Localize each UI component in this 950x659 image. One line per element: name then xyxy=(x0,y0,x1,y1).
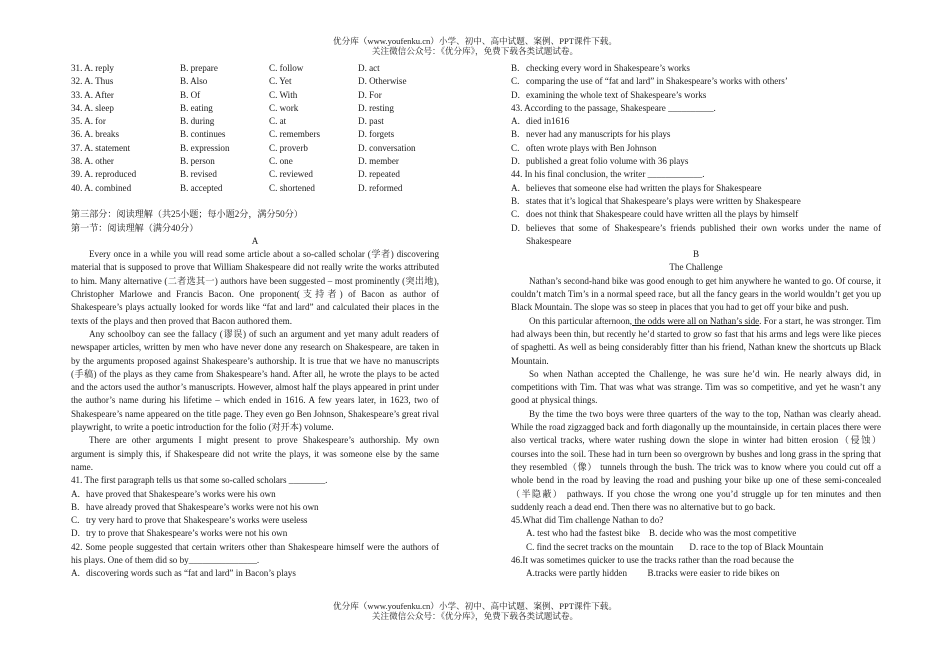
cloze-row-31 xyxy=(71,62,439,75)
option-d: D. member xyxy=(358,156,399,167)
question-42 xyxy=(71,541,439,581)
underlined-phrase: the odds were all on Nathan’s side xyxy=(632,315,760,326)
option-label: D. xyxy=(71,528,80,539)
option-d xyxy=(511,89,881,102)
option-d: D. reformed xyxy=(358,182,403,193)
passage-b-label: B xyxy=(692,249,700,260)
option-b: B. during xyxy=(180,116,215,127)
option-d: D. act xyxy=(358,63,380,73)
option-d xyxy=(511,155,881,168)
option-label: B. xyxy=(511,195,520,206)
option-b: B. Of xyxy=(180,89,201,100)
question-44 xyxy=(511,168,881,248)
option-text: died in1616 xyxy=(526,116,570,127)
option-d: D. For xyxy=(358,89,382,100)
option-label: A. xyxy=(71,488,80,499)
question-stem: 44. In his final conclusion, the writer ____________. xyxy=(511,169,705,180)
option-label: B. xyxy=(511,129,520,140)
option-a xyxy=(511,182,881,195)
option-c: C. find the secret tracks on the mountain xyxy=(526,541,674,552)
option-b: B. revised xyxy=(180,169,217,180)
option-d: D. past xyxy=(358,116,384,127)
option-b: B. Also xyxy=(180,76,208,87)
option-d: D. repeated xyxy=(358,169,400,180)
option-c: C. Yet xyxy=(269,76,292,87)
option-c xyxy=(511,142,881,155)
option-a: 35. A. for xyxy=(71,116,106,127)
option-d xyxy=(71,527,439,540)
question-stem: 41. The first paragraph tells us that some so-called scholars ________. xyxy=(71,475,328,486)
option-c: C. shortened xyxy=(269,182,315,193)
option-label: A. xyxy=(71,568,80,579)
question-stem: 43. According to the passage, Shakespeare __________. xyxy=(511,102,716,113)
option-c xyxy=(71,514,439,527)
option-a xyxy=(71,567,439,580)
option-label: C. xyxy=(71,515,80,526)
cloze-options-table xyxy=(71,62,439,195)
passage-a-paragraph-1: Every once in a while you will read some article about a so-called scholar (学者) discovering material that is supposed to prove that William Shakespeare did not really write the works attributed to him. Many alternative (二者选其一) authors have been suggested – most prominently (突出地), Christopher Marlowe and Francis Bacon. One proponent(支持者) of Bacon as author of Shakespeare’s plays actually looked for words like “fat and lard” and calculated their places in the texts of the plays and then proved that Bacon authored them. xyxy=(71,249,439,326)
question-45 xyxy=(511,514,881,554)
option-c: C. With xyxy=(269,89,298,100)
option-text: have proved that Shakespeare’s works were his own xyxy=(86,488,276,499)
header-line-1: 优分库（www.youfenku.cn）小学、初中、高中试题、案例、PPT课件下载。 xyxy=(333,36,617,46)
part3-title: 第三部分：阅读理解（共25小题；每小题2分，满分50分） xyxy=(71,209,303,220)
options-row-1 xyxy=(511,567,881,580)
section1-title: 第一节：阅读理解（满分40分） xyxy=(71,222,199,233)
option-c: C. reviewed xyxy=(269,169,313,180)
header-line-2: 关注微信公众号：《优分库》，免费下载各类试题试卷。 xyxy=(371,46,579,56)
cloze-row-32 xyxy=(71,75,439,88)
paragraph-text: On this particular afternoon, xyxy=(529,315,633,326)
option-text: have already proved that Shakespeare’s works were not his own xyxy=(86,501,319,512)
question-43 xyxy=(511,102,881,168)
option-a: A. test who had the fastest bike xyxy=(526,528,640,539)
option-a: 33. A. After xyxy=(71,89,114,100)
option-text: try to prove that Shakespeare’s works were not his own xyxy=(86,528,288,539)
option-b: B. expression xyxy=(180,142,230,153)
footer-line-2: 关注微信公众号：《优分库》，免费下载各类试题试卷。 xyxy=(371,611,579,621)
option-label: A. xyxy=(511,116,520,127)
option-d: D. conversation xyxy=(358,142,416,153)
option-text: examining the whole text of Shakespeare’s works xyxy=(526,89,707,100)
option-label: C. xyxy=(511,209,520,220)
option-text: checking every word in Shakespeare’s works xyxy=(526,63,690,73)
question-stem: 42. Some people suggested that certain writers other than Shakespeare himself were the authors of his plays. One of them did so by_______________. xyxy=(71,541,439,565)
passage-a-paragraph-3: There are other arguments I might present to prove Shakespeare’s authorship. My own argument is simply this, if Shakespeare did not write the plays, it was someone else by the same name. xyxy=(71,435,439,472)
option-text: try very hard to prove that Shakespeare’s works were useless xyxy=(86,515,308,526)
option-b xyxy=(511,195,881,208)
option-text: states that it’s logical that Shakespeare’s plays were written by Shakespeare xyxy=(526,195,801,206)
option-c xyxy=(511,75,881,88)
option-b: B.tracks were easier to ride bikes on xyxy=(647,568,780,579)
option-a: 36. A. breaks xyxy=(71,129,119,140)
option-d: D. Otherwise xyxy=(358,76,407,87)
question-46 xyxy=(511,554,881,581)
right-column xyxy=(511,62,881,581)
passage-b-paragraph-2 xyxy=(511,315,881,368)
option-text: discovering words such as “fat and lard” in Bacon’s plays xyxy=(86,568,296,579)
option-a: 39. A. reproduced xyxy=(71,169,137,180)
footer-line-1: 优分库（www.youfenku.cn）小学、初中、高中试题、案例、PPT课件下载。 xyxy=(333,601,617,611)
question-stem: 46.It was sometimes quicker to use the tracks rather than the road because the xyxy=(511,554,794,565)
cloze-row-36 xyxy=(71,128,439,141)
option-text: believes that some of Shakespeare’s friends published their own works under the name of Shakespeare xyxy=(526,222,881,246)
option-a: A.tracks were partly hidden xyxy=(526,568,628,579)
page-footer xyxy=(0,601,950,621)
option-text: never had any manuscripts for his plays xyxy=(526,129,671,140)
option-label: B. xyxy=(511,63,520,73)
cloze-row-37 xyxy=(71,142,439,155)
paragraph-text: . For a start, he was stronger. Tim had always been thin, but recently he’d started to grow so fast that his arms and legs were like pieces of spaghetti. As well as being considerably fitter than his friend, Nathan knew the shortcuts up Black Mountain. xyxy=(511,315,881,366)
options-row-1 xyxy=(511,527,881,540)
option-a: 40. A. combined xyxy=(71,182,132,193)
option-a: 37. A. statement xyxy=(71,142,131,153)
option-c: C. proverb xyxy=(269,142,308,153)
option-b: B. accepted xyxy=(180,182,223,193)
option-label: D. xyxy=(511,222,520,233)
option-c: C. work xyxy=(269,102,299,113)
option-label: B. xyxy=(71,501,80,512)
option-a xyxy=(71,488,439,501)
option-b xyxy=(511,62,881,75)
option-d xyxy=(511,222,881,249)
option-text: often wrote plays with Ben Johnson xyxy=(526,142,657,153)
option-c: C. remembers xyxy=(269,129,321,140)
option-c xyxy=(511,208,881,221)
option-a: 34. A. sleep xyxy=(71,102,114,113)
option-a: 38. A. other xyxy=(71,156,114,167)
option-label: C. xyxy=(511,76,520,87)
option-a: 32. A. Thus xyxy=(71,76,114,87)
option-b xyxy=(511,128,881,141)
option-d: D. forgets xyxy=(358,129,395,140)
passage-b-paragraph-1: Nathan’s second-hand bike was good enough to get him anywhere he wanted to go. Of course, it couldn’t match Tim’s in a normal speed race, but all the fancy gears in the world wouldn’t get you up Black Mountain. The slope was so steep in places that you had to get off your bike and push. xyxy=(511,275,881,313)
option-label: C. xyxy=(511,142,520,153)
left-column xyxy=(71,62,439,581)
option-text: comparing the use of “fat and lard” in Shakespeare’s works with others’ xyxy=(526,76,788,87)
passage-a-label: A xyxy=(251,235,259,246)
passage-b-paragraph-4: By the time the two boys were three quarters of the way to the top, Nathan was clearly ahead. While the road zigzagged back and forth diagonally up the mountainside, in certain places there were also vertical tracks, where water rushing down the slope in winter had bitten erosion（侵蚀） courses into the soil. These had in turn been so overgrown by bushes and long grass in the spring that they resembled（像） tunnels through the bush. The trick was to know where you could cut off a whole bend in the road by leaving the road and pushing your bike up one of these semi-concealed（半隐蔽） pathways. If you chose the wrong one you’d struggle up for ten minutes and then suddenly reach a dead end. Then there was no alternative but to go back. xyxy=(511,408,881,512)
option-a: 31. A. reply xyxy=(71,63,114,73)
option-b: B. prepare xyxy=(180,63,218,73)
option-b: B. eating xyxy=(180,102,213,113)
option-c: C. one xyxy=(269,156,293,167)
option-a xyxy=(511,115,881,128)
option-d: D. resting xyxy=(358,102,394,113)
cloze-row-33 xyxy=(71,89,439,102)
cloze-row-39 xyxy=(71,168,439,181)
passage-a-paragraph-2: Any schoolboy can see the fallacy (谬误) of such an argument and yet many adult readers of newspaper articles, written by men who have never done any research on Shakespeare, are taken in by the arguments proposed against Shakespeare’s authorship. It is true that we have no manuscripts (手稿) of the plays as they came from Shakespeare’s hand. After all, he wrote the plays to be acted and the actors used the author’s manuscripts. However, almost half the plays appeared in print under the author’s name during his lifetime – which ended in 1616. A few years later, in 1623, two of Shakespeare’s name appeared on the title page. They even go Ben Johnson, Shakespeare’s great rival playwright, to write a poetic introduction for the folio (对开本) volume. xyxy=(71,328,439,433)
question-stem: 45.What did Tim challenge Nathan to do? xyxy=(511,515,664,526)
option-text: does not think that Shakespeare could have written all the plays by himself xyxy=(526,209,799,220)
cloze-row-34 xyxy=(71,102,439,115)
passage-b-title: The Challenge xyxy=(669,262,723,273)
options-row-2 xyxy=(511,541,881,554)
question-41 xyxy=(71,474,439,540)
option-d: D. race to the top of Black Mountain xyxy=(689,541,824,552)
page-header xyxy=(0,36,950,56)
option-c: C. at xyxy=(269,116,287,127)
option-c: C. follow xyxy=(269,63,304,73)
question-42-continued xyxy=(511,62,881,102)
option-text: believes that someone else had written the plays for Shakespeare xyxy=(526,182,762,193)
passage-b-paragraph-3: So when Nathan accepted the Challenge, he was sure he’d win. He nearly always did, in competitions with Tim. That was what was strange. Tim was so competitive, and yet he wasn’t any good at physical things. xyxy=(511,368,881,406)
option-label: A. xyxy=(511,182,520,193)
cloze-row-40 xyxy=(71,182,439,195)
option-text: published a great folio volume with 36 plays xyxy=(526,156,689,167)
option-b: B. person xyxy=(180,156,215,167)
option-b: B. decide who was the most competitive xyxy=(649,528,797,539)
cloze-row-38 xyxy=(71,155,439,168)
option-b: B. continues xyxy=(180,129,226,140)
cloze-row-35 xyxy=(71,115,439,128)
option-label: D. xyxy=(511,89,520,100)
option-b xyxy=(71,501,439,514)
option-label: D. xyxy=(511,156,520,167)
